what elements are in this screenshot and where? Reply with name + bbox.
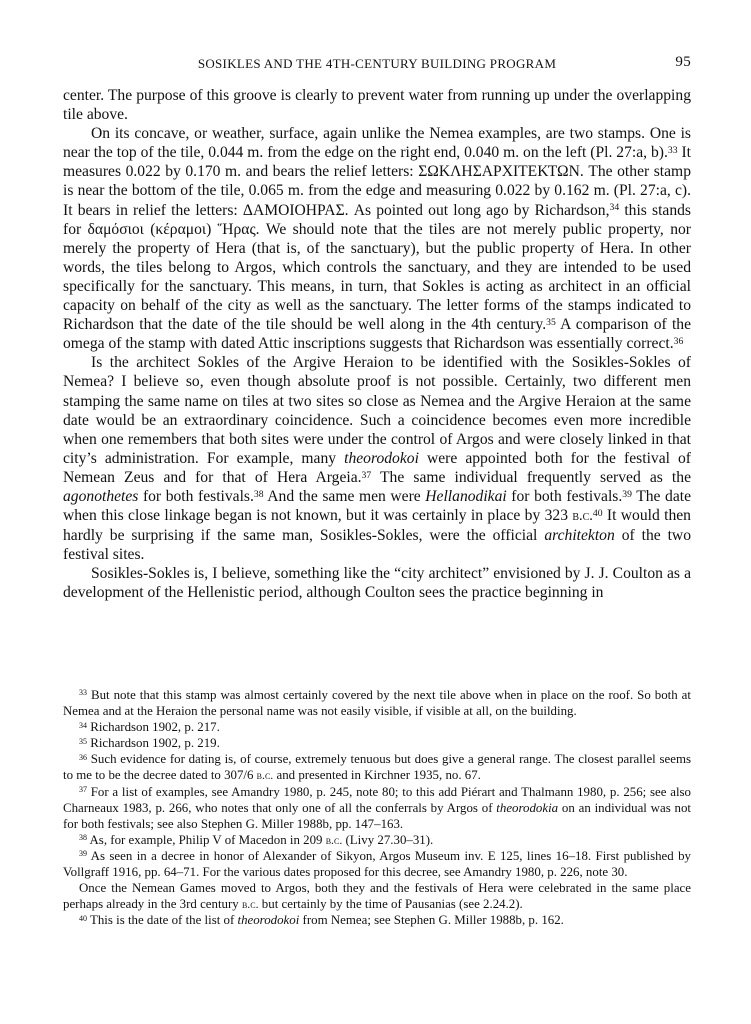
footnote-39-continued: Once the Nemean Games moved to Argos, both they and the festivals of Hera were celebrated in the same place perhaps already in the 3rd century b.c. but certainly by the time of Pausanias (see 2.24.2).	[63, 881, 691, 912]
body-text	[63, 86, 691, 603]
paragraph-3: Is the architect Sokles of the Argive Heraion to be identified with the Sosikles-Sokles of Nemea? I believe so, even though absolute proof is not possible. Certainly, two different men stamping the same name on tiles at two sites so close as Nemea and the Argive Heraion at the same date would be an extraordinary coincidence. Such a coincidence becomes even more incredible when one remembers that both sites were under the control of Argos and were closely linked in that city’s administration. For example, many theorodokoi were appointed both for the festival of Nemean Zeus and for that of Hera Argeia.$^{37}$ The same individual frequently served as the agonothetes for both festivals.$^{38}$ And the same men were Hellanodikai for both festivals.$^{39}$ The date when this close linkage began is not known, but it was certainly in place by 323 b.c.$^{40}$ It would then hardly be surprising if the same man, Sosikles-Sokles, were the official architekton of the two festival sites.	[63, 354, 692, 564]
running-head	[63, 54, 691, 76]
footnote-ref-36[interactable]: 36	[673, 335, 684, 347]
footnote-ref-39[interactable]: 39	[622, 488, 632, 500]
footnote-35: $^{35}$ Richardson 1902, p. 219.	[79, 736, 220, 751]
footnote-37: $^{37}$ For a list of examples, see Amandry 1980, p. 245, note 80; to this add Piérart and Thalmann 1980, p. 256; see also Charneaux 1983, p. 266, who notes that only one of all the conferrals by Argos of theorodokia on an individual was not for both festivals; see also Stephen G. Miller 1988b, pp. 147–163.	[63, 784, 691, 831]
footnote-ref-35[interactable]: 35	[546, 316, 556, 328]
footnote-ref-38[interactable]: 38	[253, 488, 264, 500]
page	[63, 54, 692, 928]
footnote-ref-33[interactable]: 33	[667, 144, 678, 156]
paragraph-2: On its concave, or weather, surface, again unlike the Nemea examples, are two stamps. One is near the top of the tile, 0.044 m. from the edge on the right end, 0.040 m. on the left (Pl. 27:a, b).$^{33}$ It measures 0.022 by 0.170 m. and bears the relief letters: ΣΩΚΛΗΣΑΡΧΙΤΕΚΤΩΝ. The other stamp is near the bottom of the tile, 0.065 m. from the edge and measuring 0.022 by 0.162 m. (Pl. 27:a, c). It bears in relief the letters: ΔΑΜΟΙΟΗΡΑΣ. As pointed out long ago by Richardson,$^{34}$ this stands for δαμόσιοι (κέραμοι) Ἥρας. We should note that the tiles are not merely public property, nor merely the property of Hera (that is, of the sanctuary), but the public property of Hera. In other words, the tiles belong to Argos, which controls the sanctuary, and they are intended to be used specifically for the sanctuary. This means, in turn, that Sokles is acting as architect in an official capacity on behalf of the city as well as the sanctuary. The letter forms of the stamps indicated to Richardson that the date of the tile should be well along in the 4th century.$^{35}$ A comparison of the omega of the stamp with dated Attic inscriptions suggests that Richardson was essentially correct.$^{36}$	[63, 125, 692, 353]
footnote-ref-34[interactable]: 34	[609, 202, 620, 214]
footnote-33: $^{33}$ But note that this stamp was almost certainly covered by the next tile above when in place on the roof. So both at Nemea and at the Heraion the personal name was not easily visible, if visible at all, on the building.	[63, 688, 691, 719]
footnote-39: $^{39}$ As seen in a decree in honor of Alexander of Sikyon, Argos Museum inv. E 125, lines 16–18. First published by Vollgraff 1916, pp. 64–71. For the various dates proposed for this decree, see Amandry 1980, p. 226, note 30.	[63, 848, 691, 880]
footnote-38: $^{38}$ As, for example, Philip V of Macedon in 209 b.c. (Livy 27.30–31).	[79, 832, 434, 847]
footnote-ref-40[interactable]: 40	[592, 507, 603, 519]
page-number: 95	[675, 54, 691, 70]
footnote-ref-37[interactable]: 37	[361, 469, 372, 481]
footnote-40: $^{40}$ This is the date of the list of theorodokoi from Nemea; see Stephen G. Miller 1988b, p. 162.	[79, 913, 564, 928]
footnote-34: $^{34}$ Richardson 1902, p. 217.	[79, 720, 220, 735]
running-title: SOSIKLES AND THE 4TH-CENTURY BUILDING PROGRAM	[197, 56, 557, 71]
paragraph-4: Sosikles-Sokles is, I believe, something like the “city architect” envisioned by J. J. Coulton as a development of the Hellenistic period, although Coulton sees the practice beginning in	[63, 565, 691, 602]
paragraph-1: center. The purpose of this groove is clearly to prevent water from running up under the overlapping tile above.	[63, 87, 691, 124]
footnotes	[63, 687, 691, 928]
footnote-36: $^{36}$ Such evidence for dating is, of course, extremely tenuous but does give a general range. The closest parallel seems to me to be the decree dated to 307/6 b.c. and presented in Kirchner 1935, no. 67.	[63, 752, 691, 783]
